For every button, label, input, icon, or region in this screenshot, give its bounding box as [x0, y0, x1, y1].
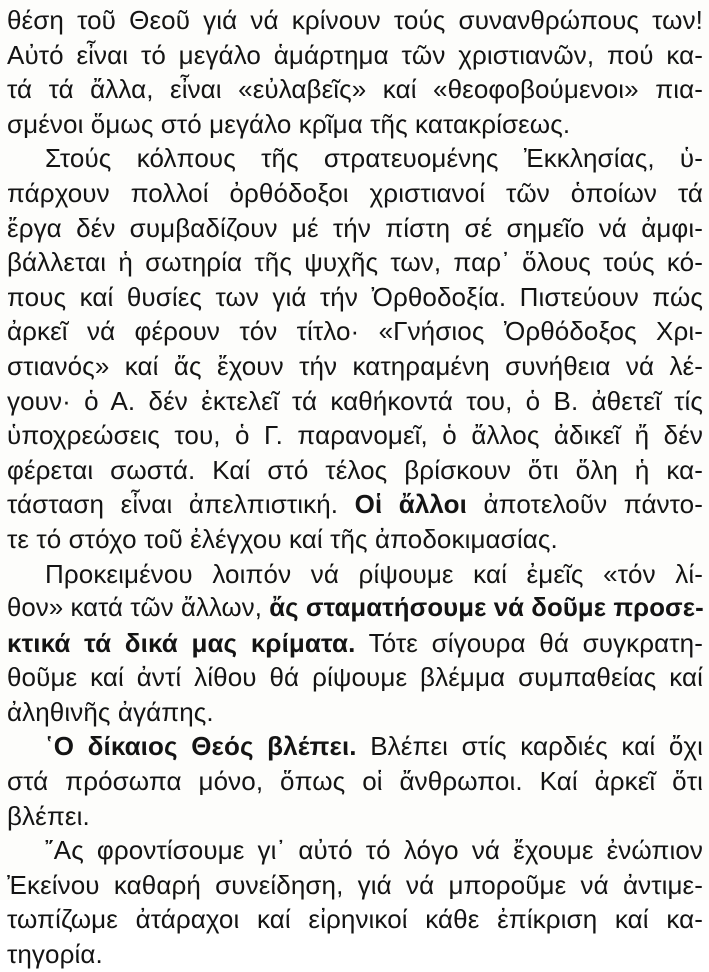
- text-run: ὑποχρεώσεις του, ὁ Γ. παρανομεῖ, ὁ ἄλλος ἀδικεῖ ἤ δέν: [7, 420, 703, 451]
- text-run: τηγορία.: [7, 939, 103, 970]
- text-run: πους καί θυσίες των γιά τήν Ὀρθοδοξία. Πιστεύουν πώς: [7, 281, 703, 312]
- text-line: [7, 384, 703, 419]
- text-run: ἀποτελοῦν πάντο-: [467, 489, 704, 520]
- paragraph: [7, 833, 703, 971]
- text-run: ῎Ας φροντίσουμε γι᾽ αὐτό τό λόγο νά ἔχουμε ἐνώπιον: [45, 835, 703, 866]
- bold-text-run: κτικά τά δικά μας κρίματα.: [7, 627, 356, 658]
- bold-text-run: ἄς σταματήσουμε νά δοῦμε προσε-: [269, 594, 704, 623]
- paragraph: [7, 557, 703, 730]
- text-run: ἔργα δέν συμβαδίζουν μέ τήν πίστη σέ σημεῖο νά ἀμφι-: [7, 212, 703, 243]
- text-run: Στούς κόλπους τῆς στρατευομένης Ἐκκλησίας, ὑ-: [45, 143, 703, 174]
- text-line: [7, 522, 703, 557]
- text-line: [7, 72, 703, 107]
- text-line: [7, 660, 703, 695]
- text-line: [7, 107, 703, 142]
- text-run: στά πρόσωπα μόνο, ὅπως οἱ ἄνθρωποι. Καί ἀρκεῖ ὅτι: [7, 766, 703, 797]
- text-line: [7, 211, 703, 246]
- text-line: [7, 38, 703, 73]
- text-line: [7, 902, 703, 937]
- text-run: βάλλεται ἡ σωτηρία τῆς ψυχῆς των, παρ᾽ ὅλους τούς κό-: [7, 247, 703, 278]
- page-text-body: [7, 3, 703, 972]
- text-line: [7, 868, 703, 903]
- text-line: [7, 799, 703, 834]
- text-line: [7, 764, 703, 799]
- text-run: τάσταση εἶναι ἀπελπιστική.: [7, 489, 355, 520]
- text-line: [7, 176, 703, 211]
- text-line: [7, 280, 703, 315]
- text-line: [7, 453, 703, 488]
- text-line: [7, 3, 703, 38]
- text-line: [7, 626, 703, 661]
- text-run: Προκειμένου λοιπόν νά ρίψουμε καί ἐμεῖς «τόν λί-: [45, 558, 703, 589]
- text-line: [7, 729, 703, 764]
- text-run: τά τά ἄλλα, εἶναι «εὐλαβεῖς» καί «θεοφοβούμενοι» πια-: [7, 74, 703, 105]
- text-run: φέρεται σωστά. Καί στό τέλος βρίσκουν ὅτι ὅλη ἡ κα-: [7, 454, 703, 485]
- text-run: τωπίζωμε ἀτάραχοι καί εἰρηνικοί κάθε ἐπίκριση καί κα-: [7, 904, 703, 935]
- text-run: γουν· ὁ Α. δέν ἐκτελεῖ τά καθήκοντά του, ὁ Β. ἀθετεῖ τίς: [7, 385, 703, 416]
- text-run: τε τό στόχο τοῦ ἐλέγχου καί τῆς ἀποδοκιμασίας.: [7, 523, 558, 554]
- text-run: πάρχουν πολλοί ὀρθόδοξοι χριστιανοί τῶν ὁποίων τά: [7, 177, 703, 208]
- text-run: στιανός» καί ἄς ἔχουν τήν κατηραμένη συνήθεια νά λέ-: [7, 350, 703, 381]
- text-run: Βλέπει στίς καρδιές καί ὄχι: [356, 731, 704, 762]
- text-line: [7, 141, 703, 176]
- paragraph: [7, 141, 703, 556]
- text-run: Τότε σίγουρα θά συγκρατη-: [355, 627, 703, 658]
- text-run: θον» κατά τῶν ἄλλων,: [7, 594, 270, 623]
- text-run: θέση τοῦ Θεοῦ γιά νά κρίνουν τούς συνανθρώπους των!: [7, 5, 703, 35]
- text-line: [7, 695, 703, 730]
- paragraph: [7, 729, 703, 833]
- text-run: βλέπει.: [7, 800, 90, 831]
- text-line: [7, 314, 703, 349]
- text-run: σμένοι ὅμως στό μεγάλο κρῖμα τῆς κατακρίσεως.: [7, 108, 571, 139]
- text-line: [7, 245, 703, 280]
- text-run: Αὐτό εἶναι τό μεγάλο ἁμάρτημα τῶν χριστιανῶν, πού κα-: [7, 39, 703, 70]
- paragraph: [7, 3, 703, 141]
- text-line: [7, 487, 703, 522]
- text-line: [7, 418, 703, 453]
- text-line: [7, 557, 703, 592]
- text-line: [7, 591, 703, 626]
- text-run: ἀληθινῆς ἀγάπης.: [7, 696, 214, 727]
- text-line: [7, 937, 703, 972]
- text-line: [7, 349, 703, 384]
- text-run: Ἐκείνου καθαρή συνείδηση, γιά νά μποροῦμε νά ἀντιμε-: [7, 869, 703, 900]
- bold-text-run: ῾Ο δίκαιος Θεός βλέπει.: [45, 731, 357, 762]
- text-line: [7, 833, 703, 868]
- bold-text-run: Οἱ ἄλλοι: [354, 489, 467, 520]
- text-run: ἀρκεῖ νά φέρουν τόν τίτλο· «Γνήσιος Ὀρθόδοξος Χρι-: [7, 316, 703, 347]
- text-run: θοῦμε καί ἀντί λίθου θά ρίψουμε βλέμμα συμπαθείας καί: [7, 662, 703, 693]
